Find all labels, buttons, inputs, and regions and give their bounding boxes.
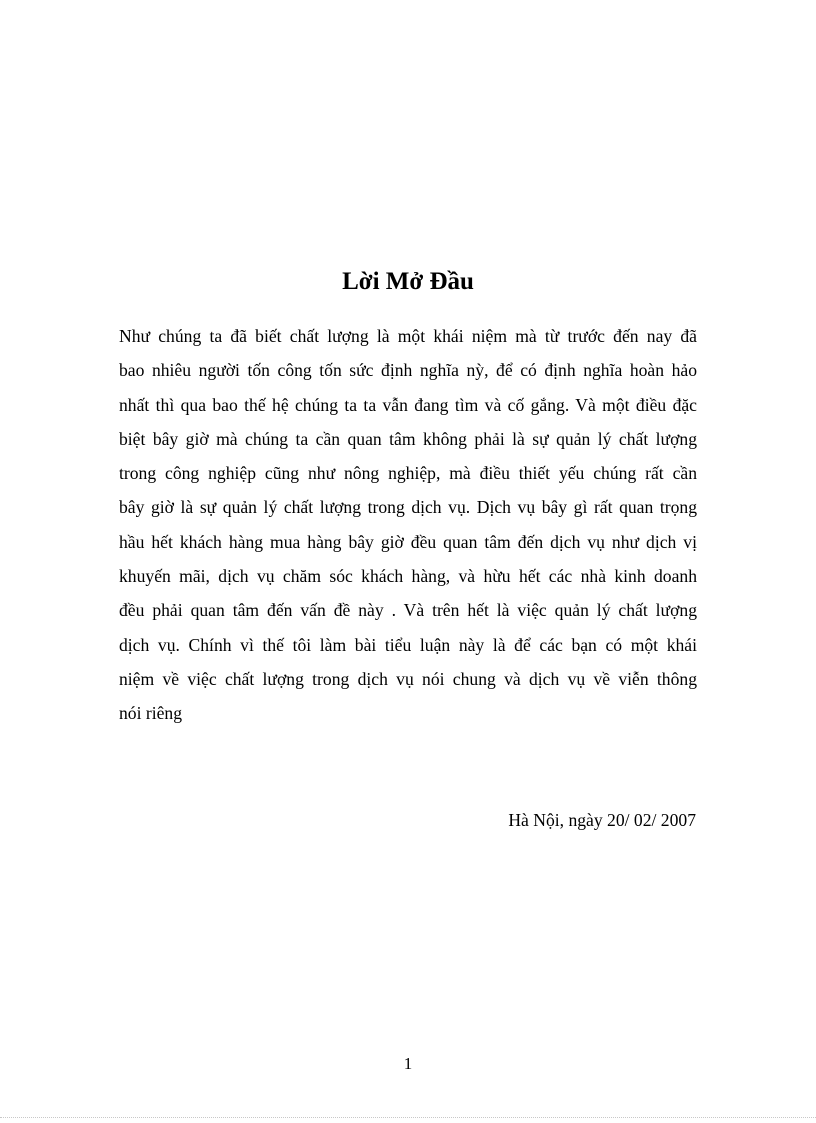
body-line: nhất thì qua bao thế hệ chúng ta ta vẫn đang tìm và cố gắng. Và một điều đặc bbox=[119, 394, 697, 415]
body-line: bao nhiêu người tốn công tốn sức định nghĩa nỳ, để có định nghĩa hoàn hảo bbox=[119, 360, 697, 381]
body-paragraph bbox=[119, 319, 697, 731]
body-line: bây giờ là sự quản lý chất lượng trong dịch vụ. Dịch vụ bây gì rất quan trọng bbox=[119, 497, 697, 518]
body-line: niệm về việc chất lượng trong dịch vụ nói chung và dịch vụ về viễn thông bbox=[119, 668, 697, 689]
page-number: 1 bbox=[403, 1054, 413, 1073]
body-line: nói riêng bbox=[119, 703, 183, 724]
place-and-date: Hà Nội, ngày 20/ 02/ 2007 bbox=[508, 810, 696, 830]
body-line: khuyến mãi, dịch vụ chăm sóc khách hàng, và hừu hết các nhà kinh doanh bbox=[119, 566, 697, 587]
body-line: hầu hết khách hàng mua hàng bây giờ đều quan tâm đến dịch vụ như dịch vị bbox=[119, 531, 697, 552]
body-line: dịch vụ. Chính vì thế tôi làm bài tiểu luận này là để các bạn có một khái bbox=[119, 634, 697, 655]
page-title: Lời Mở Đầu bbox=[342, 268, 474, 295]
page-bottom-divider bbox=[0, 1117, 816, 1118]
body-line: đều phải quan tâm đến vấn đề này . Và trên hết là việc quản lý chất lượng bbox=[119, 600, 697, 621]
body-line: Như chúng ta đã biết chất lượng là một khái niệm mà từ trước đến nay đã bbox=[119, 326, 697, 346]
body-line: biệt bây giờ mà chúng ta cần quan tâm không phải là sự quản lý chất lượng bbox=[119, 428, 697, 449]
body-line: trong công nghiệp cũng như nông nghiệp, mà điều thiết yếu chúng rất cần bbox=[119, 463, 697, 484]
